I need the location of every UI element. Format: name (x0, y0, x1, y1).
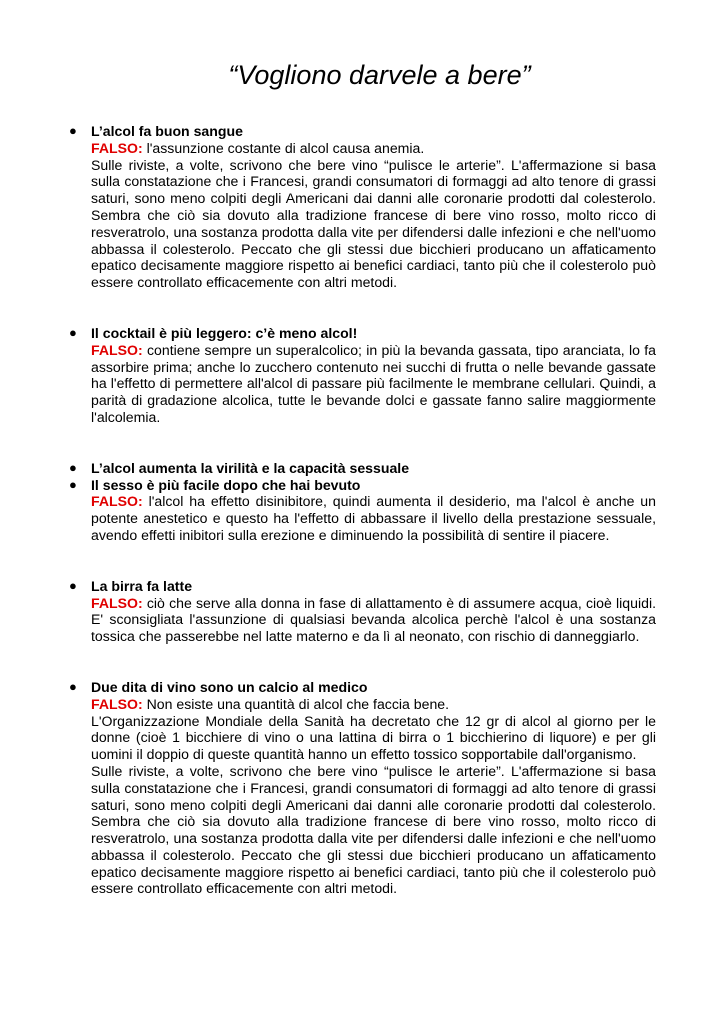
falso-label: FALSO: (91, 139, 143, 156)
bullet-icon: ● (69, 476, 77, 492)
section-heading: La birra fa latte (91, 577, 193, 594)
document-title-text: “Vogliono darvele a bere” (228, 60, 531, 90)
falso-label: FALSO: (91, 594, 143, 611)
paragraph-text: Non esiste una quantità di alcol che faccia bene. (142, 695, 450, 712)
section-paragraph: L'Organizzazione Mondiale della Sanità ha decretato che 12 gr di alcol al giorno per le donne (cioè 1 bicchiere di vino o una lattina di birra o 1 bicchierino di liquore) e per gli uomini il doppio di queste quantità hanno un effetto tossico sopportabile dall'organismo. (91, 712, 656, 763)
section-paragraph: Sulle riviste, a volte, scrivono che bere vino “pulisce le arterie”. L'affermazione si basa sulla constatazione che i Francesi, grandi consumatori di formaggi ad alto tenore di grassi saturi, sono meno colpiti degli Americani dai danni alle coronarie prodotti dal colesterolo. Sembra che ciò sia dovuto alla tradizione francese di bere vino rosso, molto ricco di resveratrolo, una sostanza prodotta dalla vite per difendersi dalle infezioni e che nell'uomo abbassa il colesterolo. Peccato che gli stessi due bicchieri producano un affaticamento epatico decisamente maggiore rispetto ai benefici cardiaci, tanto più che il colesterolo può essere controllato efficacemente con altri metodi. (91, 156, 656, 291)
list-item (69, 476, 656, 544)
paragraph-text: l'assunzione costante di alcol causa anemia. (142, 139, 425, 156)
list-item (69, 678, 656, 897)
paragraph-text: l'alcol ha effetto disinibitore, quindi aumenta il desiderio, ma l'alcol è anche un potente anestetico e questo ha l'effetto di abbassare il livello della prestazione sessuale, avendo effetti inibitori sulla erezione e diminuendo la possibilità di sentire il piacere. (91, 493, 656, 543)
paragraph-text: contiene sempre un superalcolico; in più la bevanda gassata, tipo aranciata, lo fa assorbire prima; anche lo zucchero contenuto nei succhi di frutta o nelle bevande gassate ha l'effetto di permettere all'alcol di passare più facilmente le membrane cellulari. Quindi, a parità di gradazione alcolica, tutte le bevande dolci e gassate fanno salire maggiormente l'alcolemia. (91, 341, 656, 425)
section-heading: L’alcol aumenta la virilità e la capacità sessuale (91, 459, 410, 476)
bullet-icon: ● (69, 459, 77, 475)
list-item (69, 324, 656, 426)
section-paragraph (91, 342, 656, 426)
list-item (69, 459, 656, 477)
list-item (69, 577, 656, 645)
section-heading: Due dita di vino sono un calcio al medico (91, 678, 368, 695)
paragraph-text: ciò che serve alla donna in fase di allattamento è di assumere acqua, cioè liquidi. E' sconsigliata l'assunzione di qualsiasi bevanda alcolica perchè l'alcol è una sostanza tossica che passerebbe nel latte materno e da lì al neonato, con rischio di danneggiarlo. (91, 594, 656, 645)
section-heading: Il cocktail è più leggero: c’è meno alcol! (91, 324, 358, 341)
bullet-icon: ● (69, 678, 77, 694)
section-paragraph (91, 493, 656, 543)
section-paragraph (91, 595, 656, 645)
falso-label: FALSO: (91, 695, 143, 712)
bullet-icon: ● (69, 123, 77, 138)
falso-label: FALSO: (91, 493, 143, 510)
document-body (69, 123, 656, 897)
bullet-icon: ● (69, 324, 77, 340)
falso-label: FALSO: (91, 341, 143, 358)
section-heading: Il sesso è più facile dopo che hai bevuto (91, 476, 361, 493)
section-heading: L’alcol fa buon sangue (91, 123, 243, 139)
section-paragraph (91, 696, 656, 713)
section-paragraph (91, 140, 656, 157)
section-paragraph: Sulle riviste, a volte, scrivono che bere vino “pulisce le arterie”. L'affermazione si basa sulla constatazione che i Francesi, grandi consumatori di formaggi ad alto tenore di grassi saturi, sono meno colpiti degli Americani dai danni alle coronarie prodotti dal colesterolo. Sembra che ciò sia dovuto alla tradizione francese di bere vino rosso, molto ricco di resveratrolo, una sostanza prodotta dalla vite per difendersi dalle infezioni e che nell'uomo abbassa il colesterolo. Peccato che gli stessi due bicchieri producano un affaticamento epatico decisamente maggiore rispetto ai benefici cardiaci, tanto più che il colesterolo può essere controllato efficacemente con altri metodi. (91, 762, 656, 897)
list-item (69, 123, 656, 291)
bullet-icon: ● (69, 577, 77, 593)
document-title (0, 58, 725, 92)
